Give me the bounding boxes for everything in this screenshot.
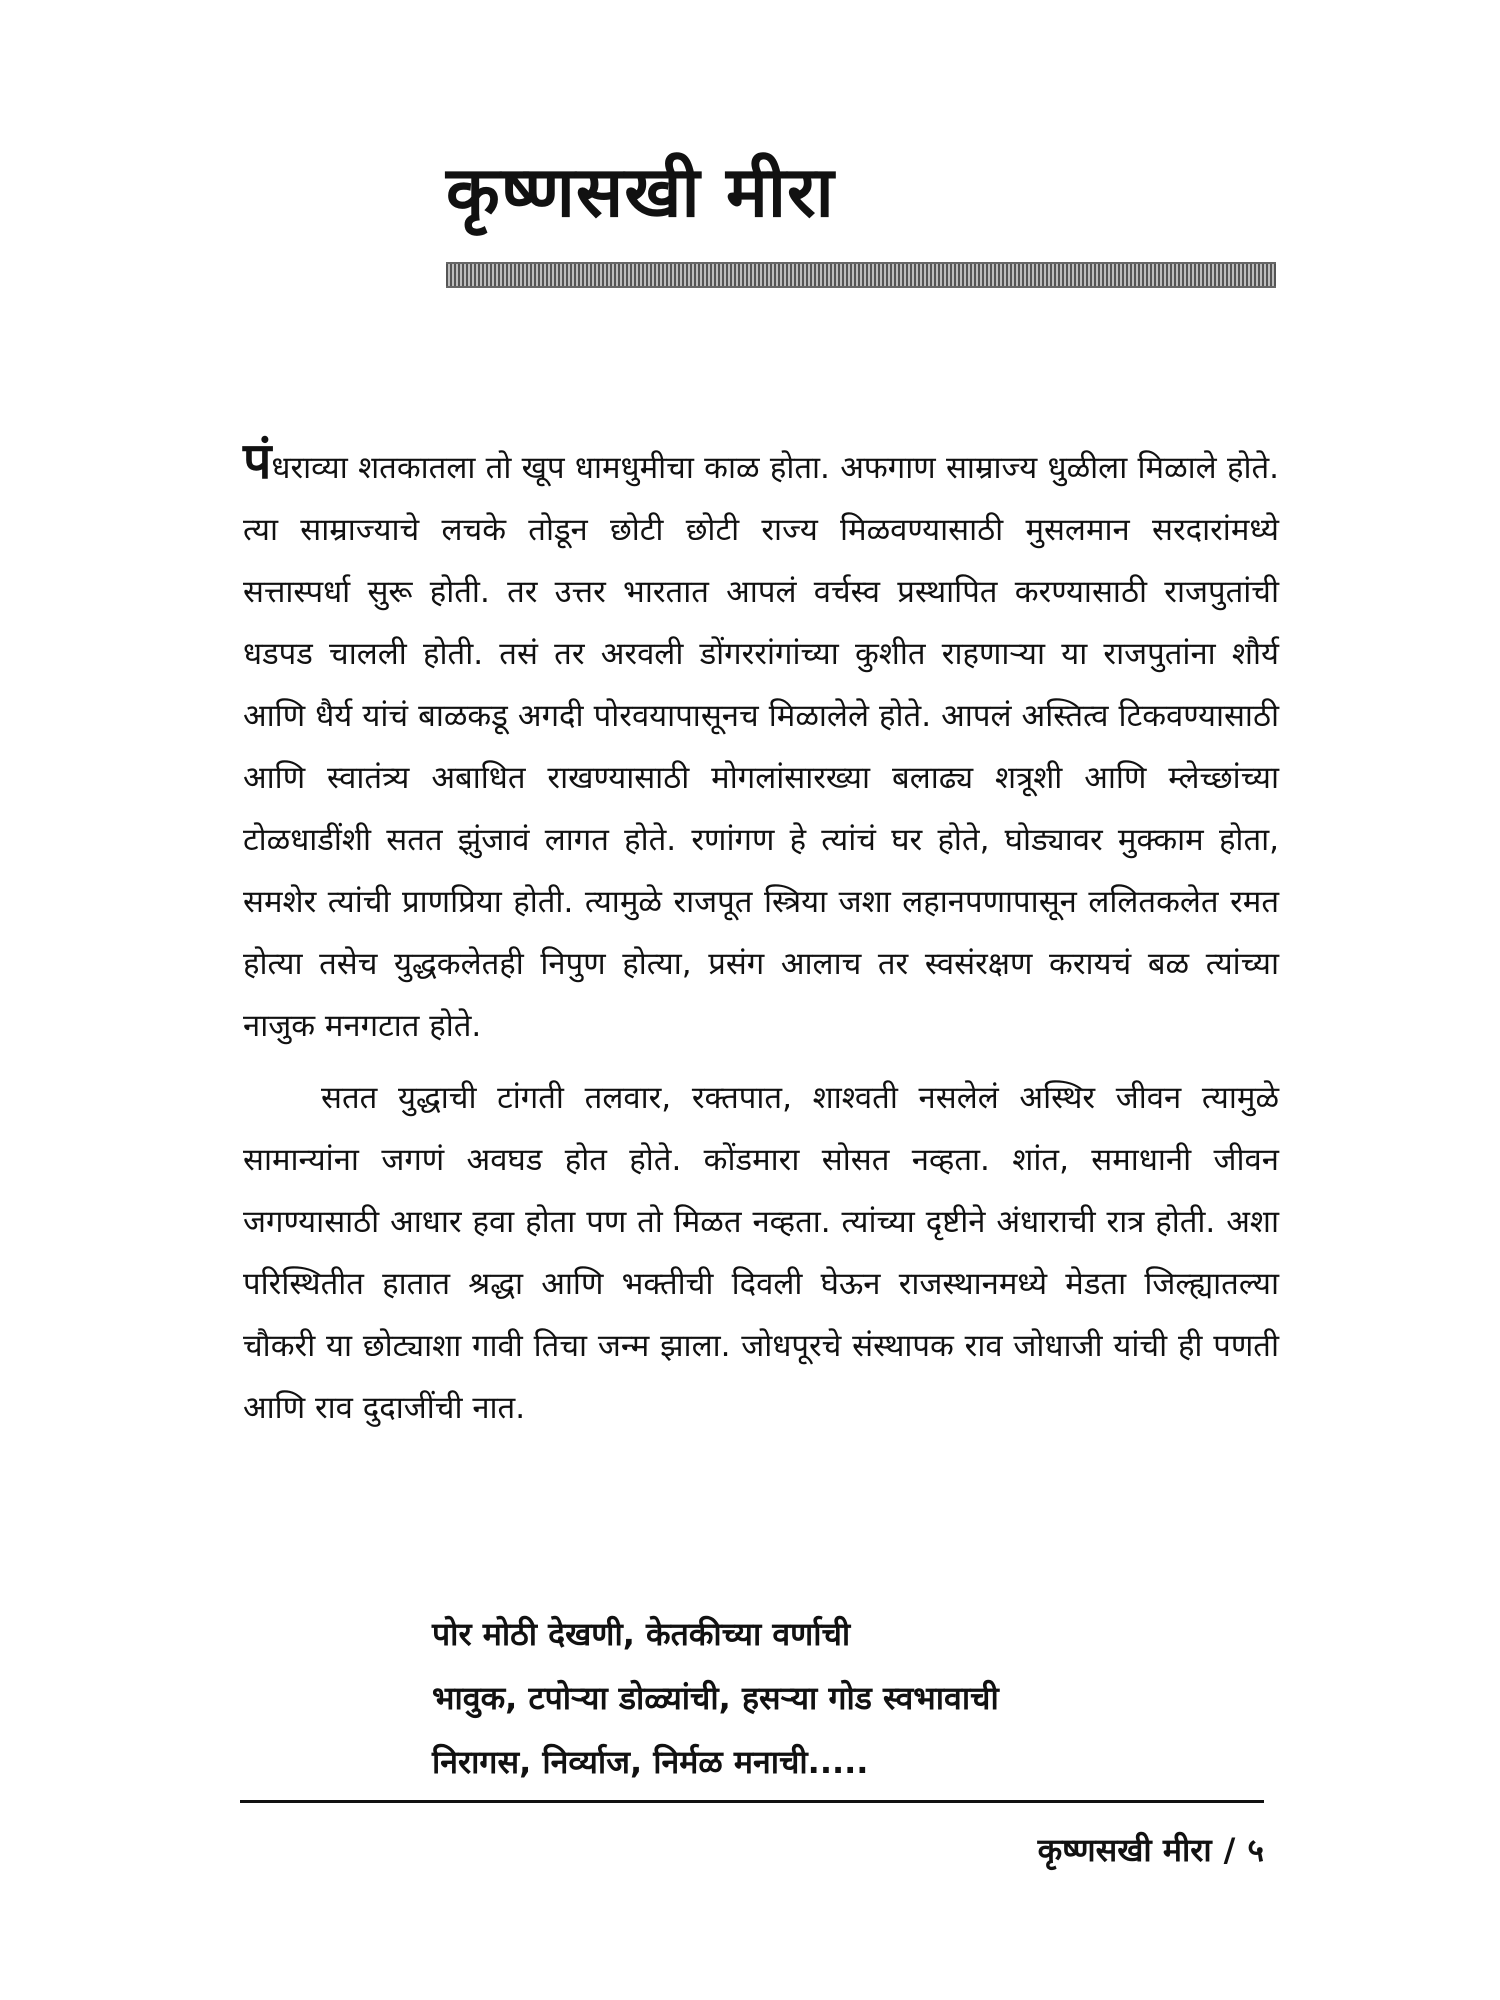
footer-book-title: कृष्णसखी मीरा (1037, 1831, 1212, 1869)
paragraph-2: सतत युद्धाची टांगती तलवार, रक्तपात, शाश्वती नसलेलं अस्थिर जीवन त्यामुळे सामान्यांना जगणं अवघड होत होते. कोंडमारा सोसत नव्हता. शांत, समाधानी जीवन जगण्यासाठी आधार हवा होता पण तो मिळत नव्हता. त्यांच्या दृष्टीने अंधाराची रात्र होती. अशा परिस्थितीत हातात श्रद्धा आणि भक्तीची दिवली घेऊन राजस्थानमध्ये मेडता जिल्ह्यातल्या चौकरी या छोट्याशा गावी तिचा जन्म झाला. जोधपूरचे संस्थापक राव जोधाजी यांची ही पणती आणि राव दुदाजींची नात. (243, 1080, 1279, 1426)
page-number: ५ (1247, 1831, 1264, 1869)
verse-line: भावुक, टपोऱ्या डोळ्यांची, हसऱ्या गोड स्वभावाची (432, 1679, 999, 1717)
verse-line: निरागस, निर्व्याज, निर्मळ मनाची..... (432, 1743, 869, 1781)
running-footer (1038, 1828, 1264, 1871)
footer-rule (240, 1800, 1264, 1803)
footer-separator: / (1223, 1831, 1236, 1869)
title-decorative-rule (446, 262, 1276, 288)
verse-line: पोर मोठी देखणी, केतकीच्या वर्णाची (432, 1615, 851, 1653)
paragraph-1 (243, 432, 1279, 1057)
body-text (243, 432, 1279, 1439)
drop-cap: पं (243, 432, 272, 490)
chapter-title: कृष्णसखी मीरा (446, 151, 835, 233)
paragraph-1-text: धराव्या शतकातला तो खूप धामधुमीचा काळ होता. अफगाण साम्राज्य धुळीला मिळाले होते. त्या साम्राज्याचे लचके तोडून छोटी छोटी राज्य मिळवण्यासाठी मुसलमान सरदारांमध्ये सत्तास्पर्धा सुरू होती. तर उत्तर भारतात आपलं वर्चस्व प्रस्थापित करण्यासाठी राजपुतांची धडपड चालली होती. तसं तर अरवली डोंगररांगांच्या कुशीत राहणाऱ्या या राजपुतांना शौर्य आणि धैर्य यांचं बाळकडू अगदी पोरवयापासूनच मिळालेले होते. आपलं अस्तित्व टिकवण्यासाठी आणि स्वातंत्र्य अबाधित राखण्यासाठी मोगलांसारख्या बलाढ्य शत्रूशी आणि म्लेच्छांच्या टोळधाडींशी सतत झुंजावं लागत होते. रणांगण हे त्यांचं घर होते, घोड्यावर मुक्काम होता, समशेर त्यांची प्राणप्रिया होती. त्यामुळे राजपूत स्त्रिया जशा लहानपणापासून ललितकलेत रमत होत्या तसेच युद्धकलेतही निपुण होत्या, प्रसंग आलाच तर स्वसंरक्षण करायचं बळ त्यांच्या नाजुक मनगटात होते. (243, 450, 1279, 1044)
verse-block (432, 1602, 1232, 1794)
